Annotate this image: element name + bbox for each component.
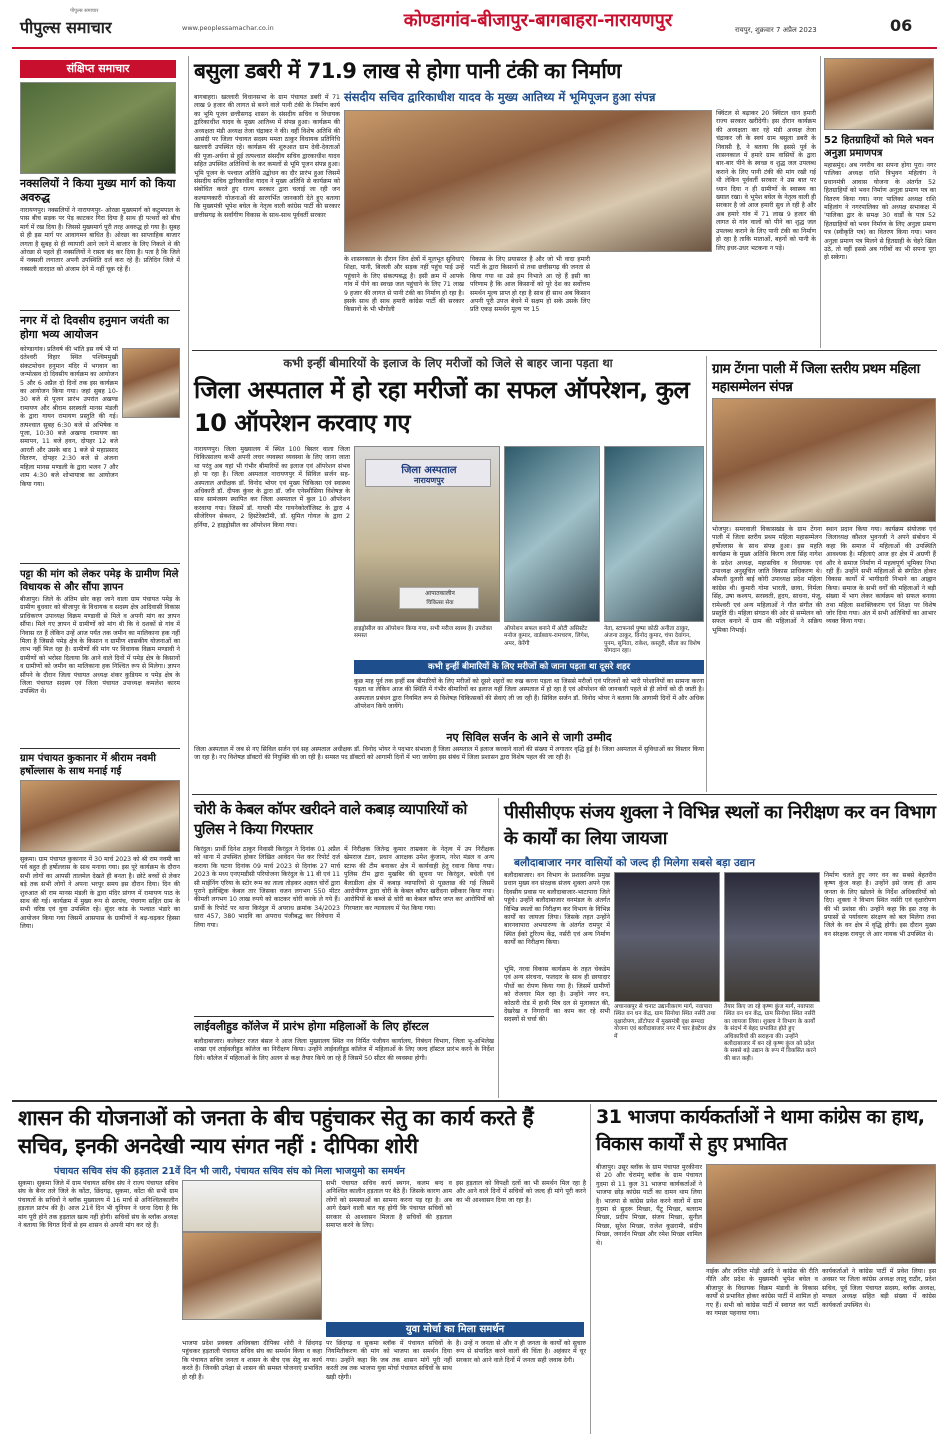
brief-item4-headline: ग्राम पंचायत कुकानार में श्रीराम नवमी हर्षोल्लास के साथ मनाई गई bbox=[20, 753, 156, 777]
right-column-divider bbox=[820, 56, 821, 348]
scrap-right-divider bbox=[498, 798, 499, 1098]
hospital-bottom-rule bbox=[192, 794, 937, 795]
right-story2-body: भोजपुर। समरवाली विकासखंड के ग्राम टेंगना पाली में जिला स्तरीय प्रथम महिला महासम्मेलन हर्षोल्लास के साथ संपन्न हुआ। इस महति कार्यक्रम के मुख्य अतिथि किरण लता सिंह नागेश के प्रदेश अध्यक्ष, महासचिव व विधायक एवं उपाध्यक्ष अनुसूचित जाति विकास प्राधिकरण थे। श्रीमती दुलारी बाई कोरी उपाध्यक्ष प्रदेश महिला कांग्रेस थी। कुमारी गोमा भारती, छाया, निर्मला सिंह, उषा कश्यप, सरस्वती, हृदय, साधना, मंजू, रामेश्वरी एवं अन्य महिलाओं ने गीत संगीत की प्रस्तुति दी। महिला संगठन की ओर से सम्मेलन को सफल बनाने में ग्राम की महिलाओं ने सक्रिय भूमिका निभाई। bbox=[712, 526, 822, 634]
bottom-divider bbox=[590, 1104, 591, 1434]
bjp-body-3: कार्यकर्ताओं ने कांग्रेस पार्टी में प्रवेश लिया। इस अवसर पर जिला कांग्रेस अध्यक्ष लालू राठौर, प्रदेश सचिव, पूर्व जिला पंचायत सदस्य, ब्लॉक अध्यक्ष, मण्डल अध्यक्ष सहित बड़ी संख्या में कांग्रेस कार्यकर्ता उपस्थित थे। bbox=[822, 1268, 936, 1309]
hospital-body: नारायणपुर। जिला मुख्यालय में स्थित 100 बिस्तर वाला जिला चिकित्सालय कभी अपनी लचर व्यवस्था व्यवस्था के लिए जाना जाता था परंतु अब यहां भी गंभीर बीमारियों का इलाज एवं ऑपरेशन संभव हो पा रहा है। जिला अस्पताल नारायणपुर में सिविल सर्जन सह-अस्पताल अधीक्षक डॉ. विनोद भोयर एवं मुख्य चिकित्सा एवं स्वास्थ्य अधिकारी डॉ. दीपक कुंवर के द्वारा डॉ. जॉन एनेस्थीसिया विशेषज्ञ के साथ सामंजस्य स्थापित कर जिला अस्पताल में कुल 10 ऑपरेशन करवाया गया। जिसमें डॉ. गायत्री मीर गायनेकोलॉजिस्ट के द्वारा 4 सीजेरियन सेक्शन, 2 हिस्टेरेक्टॉमी, डॉ. सुमित गोयल के द्वारा 2 हर्निया, 2 हाइड्रोसील का ऑपरेशन किया गया। bbox=[194, 446, 350, 529]
hospital-photo3-caption: नेता, स्टाफनर्स पुष्पा कोठी अनीता ठाकुर, अंजना ठाकुर, विनोद कुमार, चंपा देवांगन, पुनम, सुनिता, राकेश, कस्तूरी, सीता का विशेष योगदान रहा। bbox=[604, 626, 701, 655]
left-column-divider bbox=[188, 56, 189, 901]
brief-item2-headline: नगर में दो दिवसीय हनुमान जयंती का होगा भव्य आयोजन bbox=[20, 314, 169, 341]
website-url[interactable]: www.peoplessamachar.co.in bbox=[182, 24, 274, 32]
right-story2-body-2: स्थान प्रदान किया गया। कार्यक्रम संयोजक एवं जिलाध्यक्ष कौशल भुवनजी ने अपने संबोधन में कहा कि समाज में महिलाओं की उपस्थिति आवश्यक है। महिलाएं आज हर क्षेत्र में अग्रणी हैं और वे समाज निर्माण में महत्वपूर्ण भूमिका निभा रही हैं। उन्होंने सभी महिलाओं से संगठित होकर विकास कार्यों में भागीदारी निभाने का आह्वान किया। समाज के सभी वर्गों की महिलाओं ने बड़ी संख्या में भाग लेकर कार्यक्रम को सफल बनाया तथा महिला सशक्तिकरण एवं शिक्षा पर विशेष जोर दिया गया। अंत में सभी अतिथियों का आभार व्यक्त किया गया। bbox=[826, 526, 936, 626]
brief-item1-headline: नक्सलियों ने किया मुख्य मार्ग को किया अवरुद्ध bbox=[20, 177, 176, 204]
bjp-joining-photo bbox=[706, 1164, 936, 1264]
sachiv-banner-photo bbox=[182, 1180, 322, 1232]
brand-logo bbox=[20, 8, 180, 40]
brief-item3-body: बीजापुर। जिले के अंतिम छोर कहा जाने वाला ग्राम पंचायत पमेड़ के ग्रामीण बुधवार को बीजापुर के विधायक व सदस्य क्षेत्र आदिवासी विकास प्राधिकरण उपाध्यक्ष विक्रम मण्डावी से मिले व अपनी मांग का ज्ञापन सौंपा। मिले गए ज्ञापन में ग्रामीणों को मांग थी कि वे दशकों से गांव में निवास रत हैं लेकिन उन्हें आज पर्यंत तक जमीन का मालिकाना हक नहीं मिला है जिससे पमेड़ क्षेत्र के किसान व ग्रामीण शासकीय योजनाओं का लाभ नहीं मिल रहा है। ग्रामीणों की मांग पर विधायक विक्रम मण्डावी ने ग्रामीणों को भरोसा दिलाया कि आने वाले दिनों में पमेड़ क्षेत्र के किसानों व ग्रामीणों को जमीन का मालिकाना हक निश्चित रूप से मिलेगा। ज्ञापन सौंपने के दौरान जिला पंचायत अध्यक्ष शंकर कुडियम व पमेड़ क्षेत्र के जिला पंचायत सदस्य एवं जिला पंचायत उपाध्यक्ष कमलेश कारम उपस्थित थे। bbox=[20, 596, 180, 696]
sachiv-body-6: है। उन्हें न जनता से और न ही जनता के कार्यों को सुचारु रूप से संपादित करने वालों की चिंता है। अहंकार में चूर सरकार को आने वाले दिनों में जनता सही जवाब देगी। bbox=[456, 1340, 586, 1364]
right-story1-photo bbox=[824, 58, 934, 130]
brief-item3-headline: पट्टा की मांग को लेकर पमेड़ के ग्रामीण मिले विधायक से और सौंपा ज्ञापन bbox=[20, 569, 179, 593]
surgery-photo-2 bbox=[604, 446, 704, 622]
right-story1-body: महासमुंद। अब नगरीय का सपना होगा पूरा। नगर पालिका अध्यक्ष राशि त्रिभुवन महिलांग ने प्रधानमंत्री आवास योजना के अंतर्गत 52 हितग्राहियों को भवन निर्माण अनुज्ञा प्रमाण पत्र का वितरण किया गया। नगर पालिका अध्यक्ष राशि महिलांग ने नगरपालिका को अध्यक्ष सभाकक्ष में 'पालिका द्वार के समक्ष 30 वार्डों के पात्र 52 हितग्राहियों को भवन निर्माण के लिए अनुज्ञा प्रमाण पत्र (स्वीकृति पत्र) का वितरण किया गया। भवन अनुज्ञा प्रमाण पत्र मिलने से हितग्राही के चेहरे खिल उठे, तो वहीं इससे अब गरीबों का भी सपना पूरा हो सकेगा। bbox=[824, 162, 936, 262]
forest-body-3: तैयार किए जा रहे कृष्ण कुंज मार्ग, नवापारा स्थित वन धन केंद्र, ग्राम सिनोधा स्थित नर्सरी का जायजा लिया। शुक्ला ने विभाग के कार्यों के संदर्भ में बेहद प्रभावित होते हुए अधिकारियों की सराहना की। उन्होंने बलौदाबाजार में बन रहे कृष्ण कुंज को प्रदेश के सबसे बड़े उद्यान के रूप में विकसित करने की बात कही। bbox=[724, 1004, 816, 1062]
ram-navami-photo bbox=[20, 780, 180, 852]
brief-news-label: संक्षिप्त समाचार bbox=[20, 60, 176, 78]
hospital-sign-line1: जिला अस्पताल bbox=[401, 465, 457, 476]
brief-news-column bbox=[14, 56, 186, 931]
hospital-photo1-caption: हाइड्रोसील का ऑपरेशन किया गया, सभी मरीज स्वस्थ हैं। उपरोक्त समस्त bbox=[354, 626, 492, 640]
sachiv-body-5: पर छिंदगढ़ व सुकमा ब्लॉक में पंचायत सचिवों के नियमितीकरण की मांग को भाजपा का समर्थन दिया गया। उन्होंने कहा कि जब तक शासन मांगें पूरी नहीं करती तब तक भाजपा युवा मोर्चा पंचायत सचिवों के साथ खड़ी रहेगी। bbox=[326, 1340, 452, 1381]
hospital-sign-line2: नारायणपुर bbox=[413, 476, 445, 485]
hospital-sub-strap: कभी इन्हीं बीमारियों के लिए मरीजों को जाना पड़ता था दूसरे शहर bbox=[354, 660, 704, 674]
hospital-bottom-sign-line2: चिकित्सा सेवा bbox=[426, 600, 454, 606]
sachiv-kicker: पंचायत सचिव संघ की हड़ताल 21वें दिन भी जारी, पंचायत सचिव संघ को मिला भाजयुमो का समर्थन bbox=[54, 1166, 405, 1177]
hospital-building-photo bbox=[354, 446, 500, 622]
brief-item4-body: सुकमा। ग्राम पंचायत कुकानार में 30 मार्च 2023 को श्री राम नवमी का पर्व बहुत ही हर्षोल्लास के साथ मनाया गया। इस पूरे कार्यक्रम के दौरान सभी लोगों का आपसी तालमेल देखते ही बनता है। छोटे बच्चों से लेकर बड़े तक सभी लोगों ने अपना भरपूर समय इस दौरान दिया। दिन की शुरुआत श्री राम मानस मंडली के द्वारा मंदिर प्रांगण में रामायण पाठ के साथ की गई। कार्यक्रम में मुख्य रूप से सरपंच, पंचगण सहित ग्राम के सभी वरिष्ठ एवं युवा उपस्थित रहे। सुंदर कांड के पश्चात भंडारे का आयोजन किया गया जिसमें आसपास के ग्रामीणों ने बढ़-चढ़कर हिस्सा लिया। bbox=[20, 856, 180, 931]
yuva-morcha-banner: युवा मोर्चा का मिला समर्थन bbox=[326, 1322, 584, 1337]
masthead-rule bbox=[12, 47, 937, 49]
lead-body-1: बागबाहरा। खल्लारी विधानसभा के ग्राम पंचायत डबरी में 71 लाख 9 हजार की लागत से बनने वाले पानी टंकी के निर्माण कार्य का भूमि पूजन छत्तीसगढ़ शासन के संसदीय सचिव व विधायक द्वारिकाधीश यादव के मुख्य आतिथ्य में संपन्न हुआ। कार्यक्रम की अध्यक्षता मंडी अध्यक्ष तेजा चंद्राकर ने की। वहीं विशेष अतिथि की आसंदी पर जिला पंचायत सदस्य ममता ठाकुर विधायक प्रतिनिधि खल्लारी उपस्थित रहे। कार्यक्रम की शुरुआत ग्राम देवी-देवताओं की पूजा-अर्चना से हुई तत्पश्चात संसदीय सचिव द्वारकाधीश यादव सहित उपस्थित अतिथियों के कर कमलों से भूमि पूजन संपन्न हुआ। भूमि पूजन के पश्चात अतिथि उद्बोधन का दौर प्रारंभ हुआ जिसमें संसदीय सचिव द्वारिकाधीश यादव ने मुख्य अतिथि से कार्यक्रम को संबोधित करते हुए राज्य सरकार द्वारा चलाई जा रही जन कल्याणकारी योजनाओं की सारगर्भित जानकारी देते हुए बताया कि मुख्यमंत्री भूपेश बघेल के नेतृत्व वाली कांग्रेस पार्टी की सरकार छत्तीसगढ़ के सर्वांगीण विकास के साथ-साथ पूर्ववर्ती सरकार bbox=[194, 94, 340, 219]
brief-divider-1 bbox=[20, 310, 180, 311]
sachiv-body-3: इस हड़ताल को विपक्षी दलों का भी समर्थन मिल रहा है और आने वाले दिनों में सचिवों को जल्द ही मांगे पूरी करने का भी आश्वासन दिया जा रहा है। bbox=[456, 1180, 586, 1204]
scrap-body-2: में निरीक्षक जितेन्द्र कुमार ताम्रकार के नेतृत्व में उप निरीक्षक खेमराज टंडन, प्रधान आरक्षक उमेश कुंजाम, नरेश मंडल व अन्य स्टाफ की टीम बनाकर क्षेत्र में कार्यवाही हेतु रवाना किया गया। पुलिस टीम द्वारा मुखबिर की सूचना पर किरंदुल, बचेली एवं बैलाडीला क्षेत्र में कबाड़ व्यापारियों से पूछताछ की गई जिसमें आरोपीगण द्वारा चोरी के केबल कॉपर खरीदना स्वीकार किया गया। आरोपियों के कब्जे से चोरी का केबल कॉपर जप्त कर आरोपियों को गिरफ्तार कर न्यायालय में पेश किया गया। bbox=[344, 846, 494, 912]
surgery-photo-1 bbox=[504, 446, 600, 622]
scrap-divider bbox=[194, 1016, 494, 1017]
lead-bottom-rule bbox=[192, 350, 937, 351]
right-story2-headline: ग्राम टेंगना पाली में जिला स्तरीय प्रथम महिला महासम्मेलन संपन्न bbox=[712, 361, 920, 395]
lead-photo bbox=[344, 110, 712, 252]
mahila-sammelan-photo bbox=[712, 398, 936, 522]
forest-body-4: निर्माण चलते हुए नगर वन का सबसे बेहतरीन कृष्ण कुंज कहा है। उन्होंने इसे जल्द ही आम जनता के लिए खोलने के निर्देश अधिकारियों को दिए। शुक्ला ने विभाग स्थित नर्सरी एवं वृक्षारोपण की भी प्रशंसा की। उन्होंने कहा कि इस तरह के प्रयासों से पर्यावरण संरक्षण को बल मिलेगा तथा जिले के वन क्षेत्र में वृद्धि होगी। इस दौरान मुख्य वन संरक्षक रायपुर जे आर नायक भी उपस्थित थे। bbox=[824, 872, 936, 938]
scrap-body-1: किरंदुल। प्रार्थी दिनेश ठाकुर निवासी किरंदुल ने दिनांक 01 अप्रैल को थाना में उपस्थित होकर लिखित आवेदन पेश कर रिपोर्ट दर्ज कराया कि घटना दिनांक 09 मार्च 2023 से दिनांक 27 मार्च 2023 के मध्य एनएमडीसी परियोजना किरंदुल के 11 बी एवं 11 सी माईनिंग एरिया के स्टोर रूम का ताला तोड़कर अज्ञात चोरों द्वारा पुराने इलेक्ट्रिक केबल तार जिसका वजन लगभग 550 मीटर कीमती लगभग 10 लाख रुपये को काटकर चोरी करके ले गये हैं। प्रार्थी के रिपोर्ट पर थाना किरंदुल में अपराध क्रमांक 34/2023 धारा 457, 380 भादवि का अपराध पंजीबद्ध कर विवेचना में लिया गया। bbox=[194, 846, 340, 929]
brief-divider-2 bbox=[20, 563, 180, 564]
hospital-sub-body: कुछ माह पूर्व तक इन्हीं सब बीमारियों के लिए मरीजों को दूसरे शहरों का रुख करना पड़ता था जिससे मरीजों एवं परिजनों को भारी परेशानियों का सामना करना पड़ता था लेकिन आज की स्थिति में गंभीर बीमारियों का इलाज यहीं जिला अस्पताल में हो रहा है एवं ऑपरेशन की जानकारी पहले से ही लोगों को दी जाती है। अस्पताल प्रबंधन द्वारा नियमित रूप से विशेषज्ञ चिकित्सकों की सेवाएं ली जा रही हैं। सिविल सर्जन डॉ. विनोद भोयर ने बताया कि आगामी दिनों में और अधिक ऑपरेशन किये जायेंगे। bbox=[354, 678, 704, 711]
scrap-headline: चोरी के केबल कॉपर खरीदने वाले कबाड़ व्यापारियों को पुलिस ने किया गिरफ्तार bbox=[194, 802, 467, 838]
livelihood-body: बलौदाबाजार। कलेक्टर रजत बंसल ने आज जिला मुख्यालय स्थित नव निर्मित पंजीयन कार्यालय, निबंधन विभाग, जिला भू-अभिलेख शाखा एवं लाईवलीहुड कॉलेज का निरीक्षण किया। उन्होंने लाईवलीहुड कॉलेज में महिलाओं के लिए जल्द हॉस्टल प्रारंभ करने के निर्देश दिये। कॉलेज में महिलाओं के लिए अलग से कक्ष तैयार किये जा रहे हैं जिसमें 50 सीटर की व्यवस्था होगी। bbox=[194, 1038, 494, 1062]
hospital-sub-head2: नए सिविल सर्जन के आने से जागी उम्मीद bbox=[446, 731, 612, 744]
hospital-photo2-caption: ऑपरेशन सफल बनाने में ओटी असिस्टेंट मनोज कुमार, वार्डब्वाय-रामचरण, लिगेश, अमर, केरेंगी bbox=[504, 626, 590, 647]
lead-body-2: के शासनकाल के दौरान जिन क्षेत्रों में मूलभूत सुविधाएं शिक्षा, पानी, बिजली और सड़क नहीं पहुंच पाई उन्हें पहुंचाने के लिए संकल्पबद्ध है। इसी क्रम में आपके गांव में पीने का स्वच्छ जल पहुंचाने के लिए 71 लाख 9 हजार की लागत से पानी टंकी का निर्माण हो रहा है। इसके साथ ही साथ हमारी कांग्रेस पार्टी की सरकार किसानों के भी भौगोली bbox=[344, 256, 464, 314]
bjp-headline: 31 भाजपा कार्यकर्ताओं ने थामा कांग्रेस का हाथ, विकास कार्यों से हुए प्रभावित bbox=[596, 1106, 925, 1155]
brand-name: पीपुल्स समाचार bbox=[20, 18, 112, 37]
forest-body-2: भूमि, नरवा विकास कार्यक्रम के तहत चेकडेम एवं अन्य संरचना, फलदार के साथ ही छायादार पौधों का रोपण किया गया है। जिसमें ग्रामीणों को रोजगार मिल रहा है। उन्होंने नगर वन, कोठारी रोड में हाथी मित्र दल से मुलाकात की, देखरेख व निगरानी का काम कर रहे सभी सदस्यों से चर्चा की। bbox=[504, 966, 610, 1024]
hanuman-temple-photo bbox=[122, 348, 180, 418]
sachiv-strike-photo bbox=[182, 1232, 322, 1320]
livelihood-headline: लाईवलीहुड कॉलेज में प्रारंभ होगा महिलाओं के लिए हॉस्टल bbox=[194, 1020, 429, 1033]
forest-photo-1 bbox=[614, 872, 720, 1002]
lead-kicker: संसदीय सचिव द्वारिकाधीश यादव के मुख्य आतिथ्य में भूमिपूजन हुआ संपन्न bbox=[344, 90, 656, 104]
sachiv-body-4: भाजपा प्रदेश प्रवक्ता अधिवक्ता दीपिका शोरी ने छिंदगढ़ पहुंचकर हड़ताली पंचायत सचिव संघ का समर्थन किया व कहा कि पंचायत सचिव जनता व शासन के बीच एक सेतु का कार्य करते हैं। जिनकी उपेक्षा से शासन की समस्त योजनाएं प्रभावित हो रही हैं। bbox=[182, 1340, 322, 1381]
forest-photo-caption: अचानकपुर से चनाट उद्यानीकरण मार्ग, नवापारा स्थित वन धन केंद्र, ग्राम सिनोधा स्थित नर्सरी तथा वृक्षारोपण, डोंटोपार में मुख्यमंत्री वृक्ष सम्पदा योजना एवं बलौदाबाजार नगर में चार हेक्टेयर क्षेत्र में bbox=[614, 1004, 716, 1040]
bjp-body-1: बीजापुर। उसूर ब्लॉक के ग्राम पंचायत मुरकीनार से 20 और चेरामंगू ब्लॉक के ग्राम पंचायत गुदमा से 11 कुल 31 भाजपा कार्यकर्ताओं ने भाजपा छोड़ कांग्रेस पार्टी का दामन थाम लिया है। भाजपा से कांग्रेस प्रवेश करने वालों में ग्राम गुदमा से सुदरू मिच्छा, पैंटू मिच्छा, बलराम मिच्छा, प्रदीप मिच्छा, संजय मिच्छा, सुनील मिच्छा, सुरेश मिच्छा, राजेश कुडरामी, संदीप मिच्छा, जनार्दन मिच्छा और रमेश मिच्छा शामिल थे। bbox=[596, 1164, 702, 1247]
sachiv-headline: शासन की योजनाओं को जनता के बीच पहुंचाकर सेतु का कार्य करते हैं सचिव, इनकी अनदेखी न्याय संगत नहीं : दीपिका शोरी bbox=[18, 1106, 534, 1158]
forest-body-1: बलौदाबाजार। वन विभाग के प्रशासनिक प्रमुख प्रधान मुख्य वन संरक्षक संजय शुक्ला अपने एक दिवसीय प्रवास पर बलौदाबाजार-भाटापारा जिले पहुंचे। उन्होंने बलौदाबाजार वनमंडल के अंतर्गत विभिन्न स्थलों का निरीक्षण कर विभाग के विभिन्न कार्यों का जायजा लिया। जिसके तहत उन्होंने बारनवापारा अभयारण्य के अंतर्गत रामपुर में स्थित ईको टूरिज्म केंद्र, नर्सरी एवं अन्य निर्माण कार्यों का निरीक्षण किया। bbox=[504, 872, 610, 947]
hospital-sub-body2: जिला अस्पताल में जब से नए सिविल सर्जन एवं सह अस्पताल अधीक्षक डॉ. विनोद भोयर ने पदभार संभाला है जिला अस्पताल में इलाज करवाने वालों की संख्या में लगातार वृद्धि हुई है। जिला अस्पताल में सुविधाओं का विस्तार किया जा रहा है। नए विशेषज्ञ डॉक्टरों की नियुक्ति की जा रही है। समस्त पद डॉक्टरों को आगामी दिनों में भरा जायेगा इस संबंध में जिला प्रशासन द्वारा विशेष पहल की जा रही है। bbox=[194, 746, 704, 762]
hospital-bottom-sign-line1: आपातकालीन bbox=[425, 590, 455, 597]
brief-divider-3 bbox=[20, 748, 180, 749]
middle-bottom-rule bbox=[12, 1100, 937, 1102]
edition-title: कोण्डागांव-बीजापुर-बागबाहरा-नारायणपुर bbox=[403, 10, 673, 31]
sachiv-body-2: सभी पंचायत सचिव कार्य स्थगन, कलम बन्द व अनिश्चित कालीन हड़ताल पर बैठे हैं। जिसके कारण आम लोगों को समस्याओं का सामना करना पड़ रहा है। अब आगे देखने वाली बात यह होगी कि पंचायत सचिवों को सरकार से आश्वासन मिलता है सचिवों की हड़ताल समाप्त करने के लिए। bbox=[326, 1180, 453, 1230]
hospital-headline: जिला अस्पताल में हो रहा मरीजों का सफल ऑपरेशन, कुल 10 ऑपरेशन करवाए गए bbox=[194, 376, 690, 437]
brand-tagline: पीपुल्स समाचार bbox=[70, 8, 99, 14]
right-story1-headline: 52 हितग्राहियों को मिले भवन अनुज्ञा प्रमाणपत्र bbox=[824, 135, 934, 159]
brief-news-photo bbox=[20, 82, 176, 174]
lead-body-4: क्विंटल से बढ़ाकर 20 क्विंटल धान हमारी राज्य सरकार खरीदेगी। इस दौरान कार्यक्रम की अध्यक्षता कर रहे मंडी अध्यक्ष तेजा चंद्राकर जी के स्वयं ग्राम बसुला डबरी के निवासी है, ने बताया कि इससे पूर्व के शासनकाल में हमारे ग्राम वासियों के द्वारा बार-बार पीने के स्वच्छ व शुद्ध जल उपलब्ध कराने के लिए पानी टंकी की मांग रखी गई थी लेकिन पूर्ववर्ती सरकार ने उस बात पर ध्यान दिया न ही ग्रामीणों के स्वास्थ्य का ख्याल रखा। वे भूपेश बघेल के नेतृत्व वाली ही सरकार है जो आज हमारी सुध ले रही है और अब हमारे गांव में 71 लाख 9 हजार की लागत से गांव वालों को पीने का शुद्ध जल उपलब्ध कराने के लिए पानी टंकी का निर्माण हो रहा है ताकि माताओं, बहनों को पानी के लिए इधर-उधर भटकना न पड़े। bbox=[716, 110, 816, 252]
bjp-body-2: नाईक और ललित मोड़ी आदि ने कांग्रेस की रीति नीति और प्रदेश के मुख्यमंत्री भूपेश बघेल व बीजापुर के विधायक विक्रम मंडावी के विकास कार्यों से प्रभावित होकर कांग्रेस पार्टी में शामिल हो गए हैं। सभी को कांग्रेस पार्टी में स्वागत कर पार्टी का गमछा पहनाया गया। bbox=[706, 1268, 818, 1318]
lead-body-3: विकास के लिए प्रयासरत है और जो भी वादा हमारी पार्टी के द्वारा किसानों से तथा छत्तीसगढ़ की जनता से किया गया था उसे हम निभाते आ रहे हैं इसी का परिणाम है कि आज किसानों को पूरे देश का सर्वोत्तम समर्थन मूल्य प्राप्त हो रहा है साथ ही साथ अब किसान अपनी पूरी उपज बेचने में सक्षम हो सके उसके लिए प्रति एकड़ समर्थन मूल्य पर 15 bbox=[470, 256, 590, 314]
sachiv-body-1: सुकमा। सुकमा जिले में ग्राम पंचायत सचिव संघ ने राज्य पंचायत सचिव संघ के बैनर तले जिले के कोंटा, छिंदगढ़, सुकमा, कोंटा की सभी ग्राम पंचायतों के सचिवों ने ब्लॉक मुख्यालय में 16 मार्च से अनिश्चितकालीन हड़ताल प्रारंभ की है। आज 21वें दिन भी यूनियन ने धरना दिया है कि मांग पूरी होने तक हड़ताल खत्म नहीं होगी। सचिवों संघ के ब्लॉक अध्यक्ष ने बताया कि विगत दिनों से हम शासन से अपनी मांग कर रहे हैं। bbox=[18, 1180, 178, 1230]
dateline: रायपुर, शुक्रवार 7 अप्रैल 2023 bbox=[735, 26, 817, 34]
brief-item1-body: नारायणपुर। नक्सलियों ने नारायणपुर- ओरछा मुख्यमार्ग को कटुमपाल के पास बीच सड़क पर पेड़ काटकर गिरा दिया है साथ ही पत्थरों को बीच मार्ग में रख दिया है। जिससे मुख्यमार्ग पूरी तरह अवरुद्ध हो गया है। सुबह से ही इस मार्ग पर आवागमन बाधित है। ओरछा का साप्ताहिक बाजार लगता है सुबह से ही व्यापारी आने जाने में बाजार के लिए निकले थे की ओरछा से पहले ही नक्सलियों ने रास्ता बंद कर दिया है। पता है कि जिले में नक्सली लगातार अपनी उपस्थिति दर्ज करा रहे हैं। प्रतिदिन जिले में नक्सली वारदात को अंजाम देने में नहीं चूक रहे हैं। bbox=[20, 207, 180, 273]
lead-headline: बसुला डबरी में 71.9 लाख से होगा पानी टंकी का निर्माण bbox=[194, 59, 621, 83]
hospital-right-divider bbox=[706, 356, 707, 792]
forest-headline: पीसीसीएफ संजय शुक्ला ने विभिन्न स्थलों का निरीक्षण कर वन विभाग के कार्यों का लिया जायजा bbox=[504, 802, 936, 849]
masthead bbox=[0, 0, 945, 48]
brief-item2-body: कोण्डागांव। प्रतिवर्ष की भांति इस वर्ष भी मां दंतेश्वरी विहार स्थित पश्चिममुखी संकटमोचन हनुमान मंदिर में भगवान का जन्मोत्सव दो दिवसीय कार्यक्रम का आयोजन 5 और 6 अप्रैल दो दिनों तक इस कार्यक्रम का आयोजन किया गया। जहां सुबह 10-30 बजे से पूजन प्रारंभ उपरांत अखण्ड रामायण और श्रीराम सरस्वती मानस मंडली के द्वारा गायन रामायण प्रस्तुति की गई। तत्पश्चात सुबह 6:30 बजे से अभिषेक व पूजा, 10:30 बजे अखण्ड रामायण का समापन, 11 बजे हवन, दोपहर 12 बजे आरती और उसके बाद 1 बजे से महाप्रसाद वितरण, दोपहर 2:30 बजे से अंजना महिला मानस मण्डली के द्वारा भजन 7 और शाम 4:30 बजे शोभायात्रा का आयोजन किया गया। bbox=[20, 346, 118, 488]
page-number: 06 bbox=[890, 16, 913, 35]
forest-photo-2 bbox=[724, 872, 820, 1002]
hospital-strap: कभी इन्हीं बीमारियों के इलाज के लिए मरीजों को जिले से बाहर जाना पड़ता था bbox=[283, 356, 613, 370]
forest-kicker: बलौदाबाजार नगर वासियों को जल्द ही मिलेगा सबसे बड़ा उद्यान bbox=[514, 857, 755, 869]
hospital-bottom-sign bbox=[399, 587, 479, 609]
hospital-sign bbox=[365, 459, 491, 487]
